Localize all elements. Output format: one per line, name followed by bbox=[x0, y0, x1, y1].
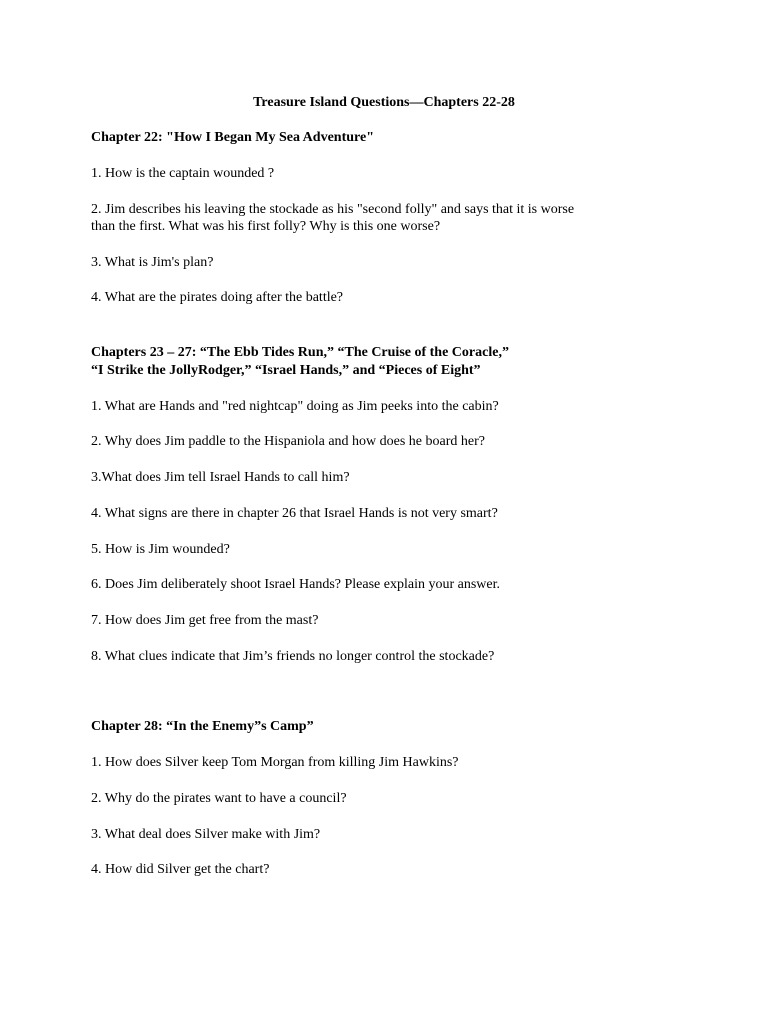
chapter-28-question-3: 3. What deal does Silver make with Jim? bbox=[91, 827, 321, 842]
chapters-23-27-question-5: 5. How is Jim wounded? bbox=[91, 542, 230, 557]
chapters-23-27-question-3: 3.What does Jim tell Israel Hands to call him? bbox=[91, 470, 350, 485]
chapter-22-question-1: 1. How is the captain wounded ? bbox=[91, 166, 275, 181]
chapter-28-question-1: 1. How does Silver keep Tom Morgan from killing Jim Hawkins? bbox=[91, 755, 459, 770]
chapters-23-27-question-7: 7. How does Jim get free from the mast? bbox=[91, 613, 319, 628]
chapters-23-27-question-8: 8. What clues indicate that Jim’s friends no longer control the stockade? bbox=[91, 649, 495, 664]
chapter-22-question-3: 3. What is Jim's plan? bbox=[91, 255, 214, 270]
chapter-22-question-4: 4. What are the pirates doing after the battle? bbox=[91, 290, 344, 305]
chapter-28-heading: Chapter 28: “In the Enemy”s Camp” bbox=[91, 719, 314, 734]
chapters-23-27-question-4: 4. What signs are there in chapter 26 that Israel Hands is not very smart? bbox=[91, 506, 498, 521]
chapter-28-question-4: 4. How did Silver get the chart? bbox=[91, 862, 270, 877]
chapters-23-27-question-6: 6. Does Jim deliberately shoot Israel Hands? Please explain your answer. bbox=[91, 577, 501, 592]
document-title: Treasure Island Questions—Chapters 22-28 bbox=[253, 95, 515, 110]
chapter-28-question-2: 2. Why do the pirates want to have a council? bbox=[91, 791, 347, 806]
chapter-22-heading: Chapter 22: "How I Began My Sea Adventure" bbox=[91, 130, 374, 145]
chapter-22-question-2-line-1: 2. Jim describes his leaving the stockade as his "second folly" and says that it is worse bbox=[91, 202, 575, 217]
chapters-23-27-question-1: 1. What are Hands and "red nightcap" doing as Jim peeks into the cabin? bbox=[91, 399, 499, 414]
chapter-22-question-2-line-2: than the first. What was his first folly? Why is this one worse? bbox=[91, 219, 441, 234]
chapters-23-27-heading-line-1: Chapters 23 – 27: “The Ebb Tides Run,” “The Cruise of the Coracle,” bbox=[91, 345, 509, 360]
chapters-23-27-heading-line-2: “I Strike the JollyRodger,” “Israel Hands,” and “Pieces of Eight” bbox=[91, 363, 481, 378]
chapters-23-27-question-2: 2. Why does Jim paddle to the Hispaniola and how does he board her? bbox=[91, 434, 485, 449]
